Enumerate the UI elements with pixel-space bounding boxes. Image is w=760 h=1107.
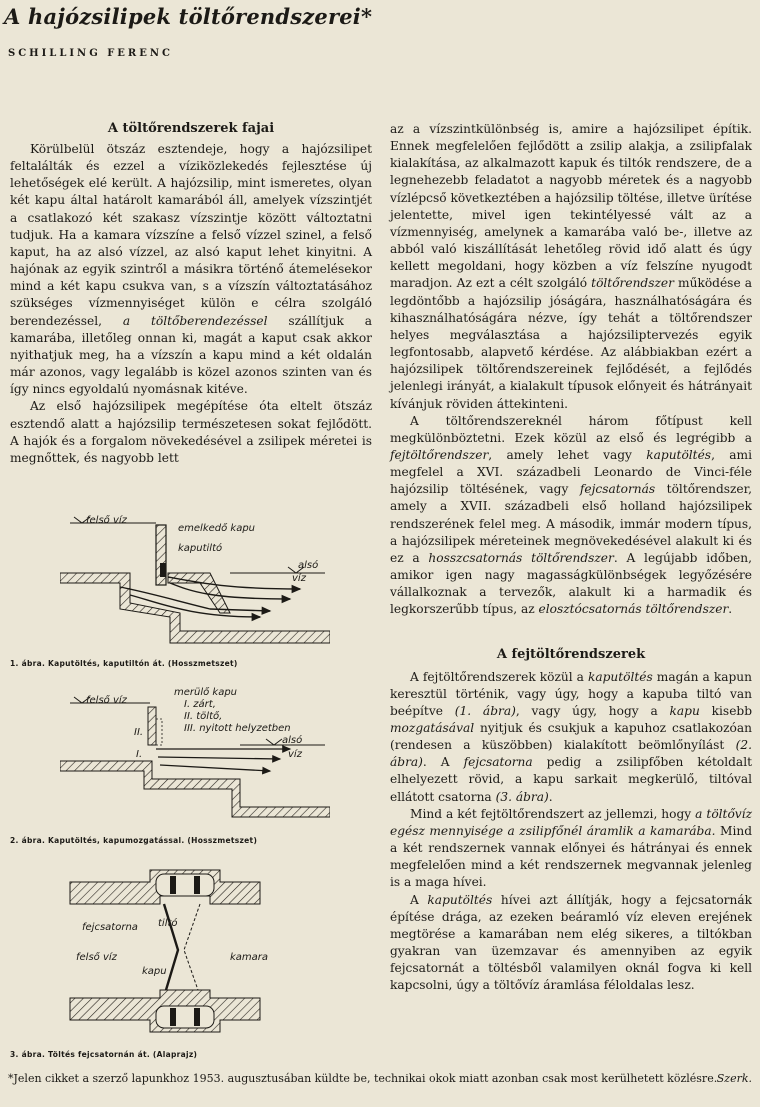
fig2-mark-2: II. <box>134 727 144 738</box>
figure-3-diagram <box>60 860 310 1040</box>
figure-2-diagram <box>60 683 330 825</box>
figure-2-caption: 2. ábra. Kaputöltés, kapumozgatással. (Hosszmetszet) <box>10 836 258 845</box>
section-heading-head-filling: A fejtöltőrendszerek <box>496 646 646 662</box>
fig3-chamber-label: kamara <box>230 952 269 963</box>
fig3-gate-label: kapu <box>142 966 167 977</box>
left-column <box>10 120 372 467</box>
editor-signature: Szerk. <box>716 1072 752 1085</box>
fig1-lower-water-label-2: víz <box>292 573 306 584</box>
section-heading-types: A töltőrendszerek fajai <box>107 121 275 136</box>
article-title: A hajózsilipek töltőrendszerei* <box>4 4 373 29</box>
fig2-lower-water-label-1: alsó <box>282 735 303 746</box>
right-column <box>390 121 752 995</box>
paragraph: A kaputöltés hívei azt állítják, hogy a fejcsatornák építése drága, az ezeken beáramló víz eleven erejének megtörése a kamarában nem elég sikeres, a tiltókban gyakran van üzemzavar és amennyiben az egyik fejcsatornát a töltésből valamilyen oknál fogva ki kell kapcsolni, úgy a töltővíz áramlása féloldalas lesz. <box>390 892 752 993</box>
fig3-upper-water-label: felső víz <box>76 952 117 963</box>
fig1-gate-label: emelkedő kapu <box>178 523 256 534</box>
fig2-position-3: III. nyitott helyzetben <box>184 723 291 734</box>
fig2-position-1: I. zárt, <box>184 699 216 710</box>
paragraph: az a vízszintkülönbség is, amire a hajózsilipet építik. Ennek megfelelően fejlődött a zsilip alakja, a zsilipfalak kialakítása, az alkalmazott kapuk és tiltók rendszere, de a legnehezebb feladatot a nagyobb méretek és a nagyobb vízlépcső következtében a hajózsilip töltése, illetve ürítése jelentette, mivel igen tekintélyessé vált az a vízmennyiség, amelynek a kamarába való be-, illetve az abból való kiszállítását lehetőleg rövid idő alatt és úgy kellett megoldani, hogy közben a víz felszíne nyugodt maradjon. Az ezt a célt szolgáló töltőrendszer működése a legdöntőbb a hajózsilip jóságára, használhatóságára és kihasználhatóságára nézve, így tehát a töltőrendszer helyes megválasztása a hajózsiliptervezés egyik legfontosabb, alapvető kérdése. Az alábbiakban ezért a hajózsilipek töltőrendszereinek fejlődését, a fejlődés jelenlegi irányát, a kialakult típusok előnyeit és hátrányait kívánjuk röviden áttekinteni. <box>390 122 753 411</box>
fig3-sluice-label: tiltó <box>158 918 178 929</box>
figure-3-caption: 3. ábra. Töltés fejcsatornán át. (Alaprajz) <box>10 1050 198 1059</box>
paragraph: A töltőrendszereknél három főtípust kell megkülönböztetni. Ezek közül az első és legrégibb a fejtöltőrendszer, amely lehet vagy kaputöltés, ami megfelel a XVI. századbeli Leonardo de Vinci-féle hajózsilip töltésének, vagy fejcsatornás töltőrendszer, amely a XVII. századbeli első holland hajózsilipek rendszerének felel meg. A második, immár modern típus, a hajózsilipek méreteinek megnövekedésével alakult ki és ez a hosszcsatornás töltőrendszer. A legújabb időben, amikor igen nagy magasságkülönbségek legyőzésére vállalkoznak a tervezők, alakult ki a harmadik és legkorszerűbb típus, az elosztócsatornás töltőrendszer. <box>390 413 752 617</box>
paragraph: Körülbelül ötszáz esztendeje, hogy a hajózsilipet feltalálták és ezzel a víziközlekedés fejlesztése új lehetőségek elé került. A hajózsilip, mint ismeretes, olyan két kapu által határolt kamarából áll, amelyek vízszintjét a csatlakozó két szakasz vízszintje között változtatni tudjuk. Ha a kamara vízszíne a felső vízzel szinel, a felső kaput, ha az alsó vízzel, az alsó kaput lehet kinyitni. A hajónak az egyik szintről a másikra történő átemelésekor mind a két kapu csukva van, s a vízszín változtatásához szükséges vízmennyiséget külön e célra szolgáló berendezéssel, a töltőberendezéssel szállítjuk a kamarába, illetőleg onnan ki, magát a kaput csak akkor nyithatjuk meg, ha a vízszín a kapu mind a két oldalán már azonos, vagy legalább is közel azonos szinten van és így nincs egyoldalú nyomásnak kitéve. <box>10 142 372 397</box>
fig2-gate-label: merülő kapu <box>174 687 238 698</box>
fig2-lower-water-label-2: víz <box>288 749 302 760</box>
fig2-upper-water-label: felső víz <box>86 695 127 706</box>
paragraph: Az első hajózsilipek megépítése óta eltelt ötszáz esztendő alatt a hajózsilip természetesen sokat fejlődött. A hajók és a forgalom növekedésével a zsilipek méretei is megnőttek, és nagyobb lett <box>10 399 372 465</box>
fig3-channel-label: fejcsatorna <box>82 922 138 933</box>
fig2-position-2: II. töltő, <box>184 711 223 722</box>
fig1-upper-water-label: felső víz <box>86 515 127 526</box>
footnote-text: *Jelen cikket a szerző lapunkhoz 1953. augusztusában küldte be, technikai okok miatt azonban csak most kerülhetett közlésre. <box>8 1072 718 1085</box>
figure-1-caption: 1. ábra. Kaputöltés, kaputiltón át. (Hosszmetszet) <box>10 659 238 668</box>
figure-1-diagram <box>60 513 330 653</box>
paragraph: A fejtöltőrendszerek közül a kaputöltés magán a kapun keresztül történik, vagy úgy, hogy a kapuba tiltó van beépítve (1. ábra), vagy úgy, hogy a kapu kisebb mozgatásával nyitjuk és csukjuk a kapuhoz csatlakozóan (rendesen a küszöbben) kialakított beömlőnyílást (2. ábra). A fejcsatorna pedig a zsilipfőben kétoldalt elhelyezett rövid, a kapu sarkait megkerülő, tiltóval ellátott csatorna (3. ábra). <box>390 669 753 804</box>
fig1-lower-water-label-1: alsó <box>298 560 319 571</box>
fig1-sluice-label: kaputiltó <box>178 543 223 554</box>
author-name: SCHILLING FERENC <box>8 48 173 59</box>
fig2-mark-1: I. <box>136 749 143 760</box>
paragraph: Mind a két fejtöltőrendszert az jellemzi, hogy a töltővíz egész mennyisége a zsilipfőnél áramlik a kamarába. Mind a két rendszernek vannak előnyei és hátrányai és ennek megfelelően mind a két rendszernek megvannak jelenleg is a maga hívei. <box>390 806 753 890</box>
footnote <box>8 1072 752 1085</box>
